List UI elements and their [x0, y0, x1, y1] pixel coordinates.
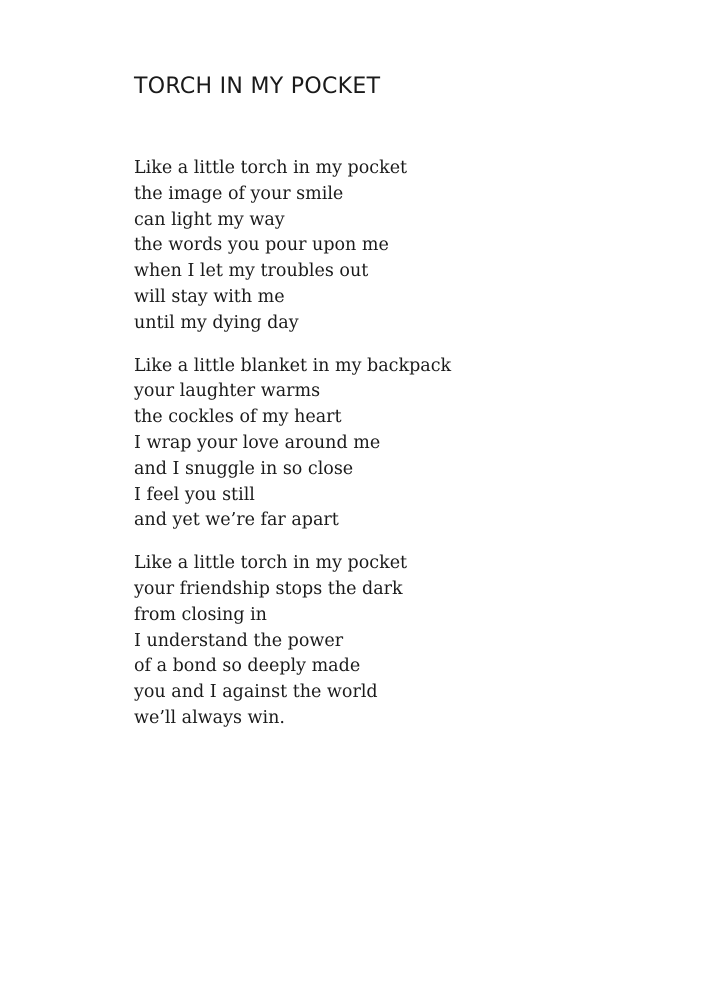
- poem-line: I wrap your love around me: [134, 432, 381, 453]
- poem-line: the cockles of my heart: [134, 407, 342, 428]
- poem-line: Like a little torch in my pocket: [134, 158, 408, 178]
- poem-line: when I let my troubles out: [134, 261, 369, 282]
- poem-line: of a bond so deeply made: [134, 656, 361, 677]
- poem-line: Like a little torch in my pocket: [134, 553, 408, 574]
- poem-line: I feel you still: [134, 484, 255, 505]
- poem-line: and I snuggle in so close: [134, 458, 354, 479]
- poem-body: [134, 156, 654, 749]
- poem-line: the words you pour upon me: [134, 235, 389, 256]
- stanza-1: [134, 156, 654, 337]
- poem-line: Like a little blanket in my backpack: [134, 355, 452, 376]
- poem-line: can light my way: [134, 209, 285, 230]
- poem-line: the image of your smile: [134, 183, 344, 204]
- poem-line: you and I against the world: [134, 682, 378, 703]
- poem-line: and yet we’re far apart: [134, 510, 339, 531]
- poem-line: I understand the power: [134, 630, 344, 651]
- stanza-2: [134, 354, 654, 535]
- poem-line: until my dying day: [134, 312, 299, 333]
- poem-line: from closing in: [134, 604, 267, 625]
- poem-line: your laughter warms: [134, 381, 321, 402]
- stanza-3: [134, 551, 654, 732]
- poem-line: we’ll always win.: [134, 707, 285, 728]
- poem-line: will stay with me: [134, 286, 285, 307]
- poem-line: your friendship stops the dark: [134, 578, 403, 599]
- poem-title: TORCH IN MY POCKET: [134, 74, 381, 99]
